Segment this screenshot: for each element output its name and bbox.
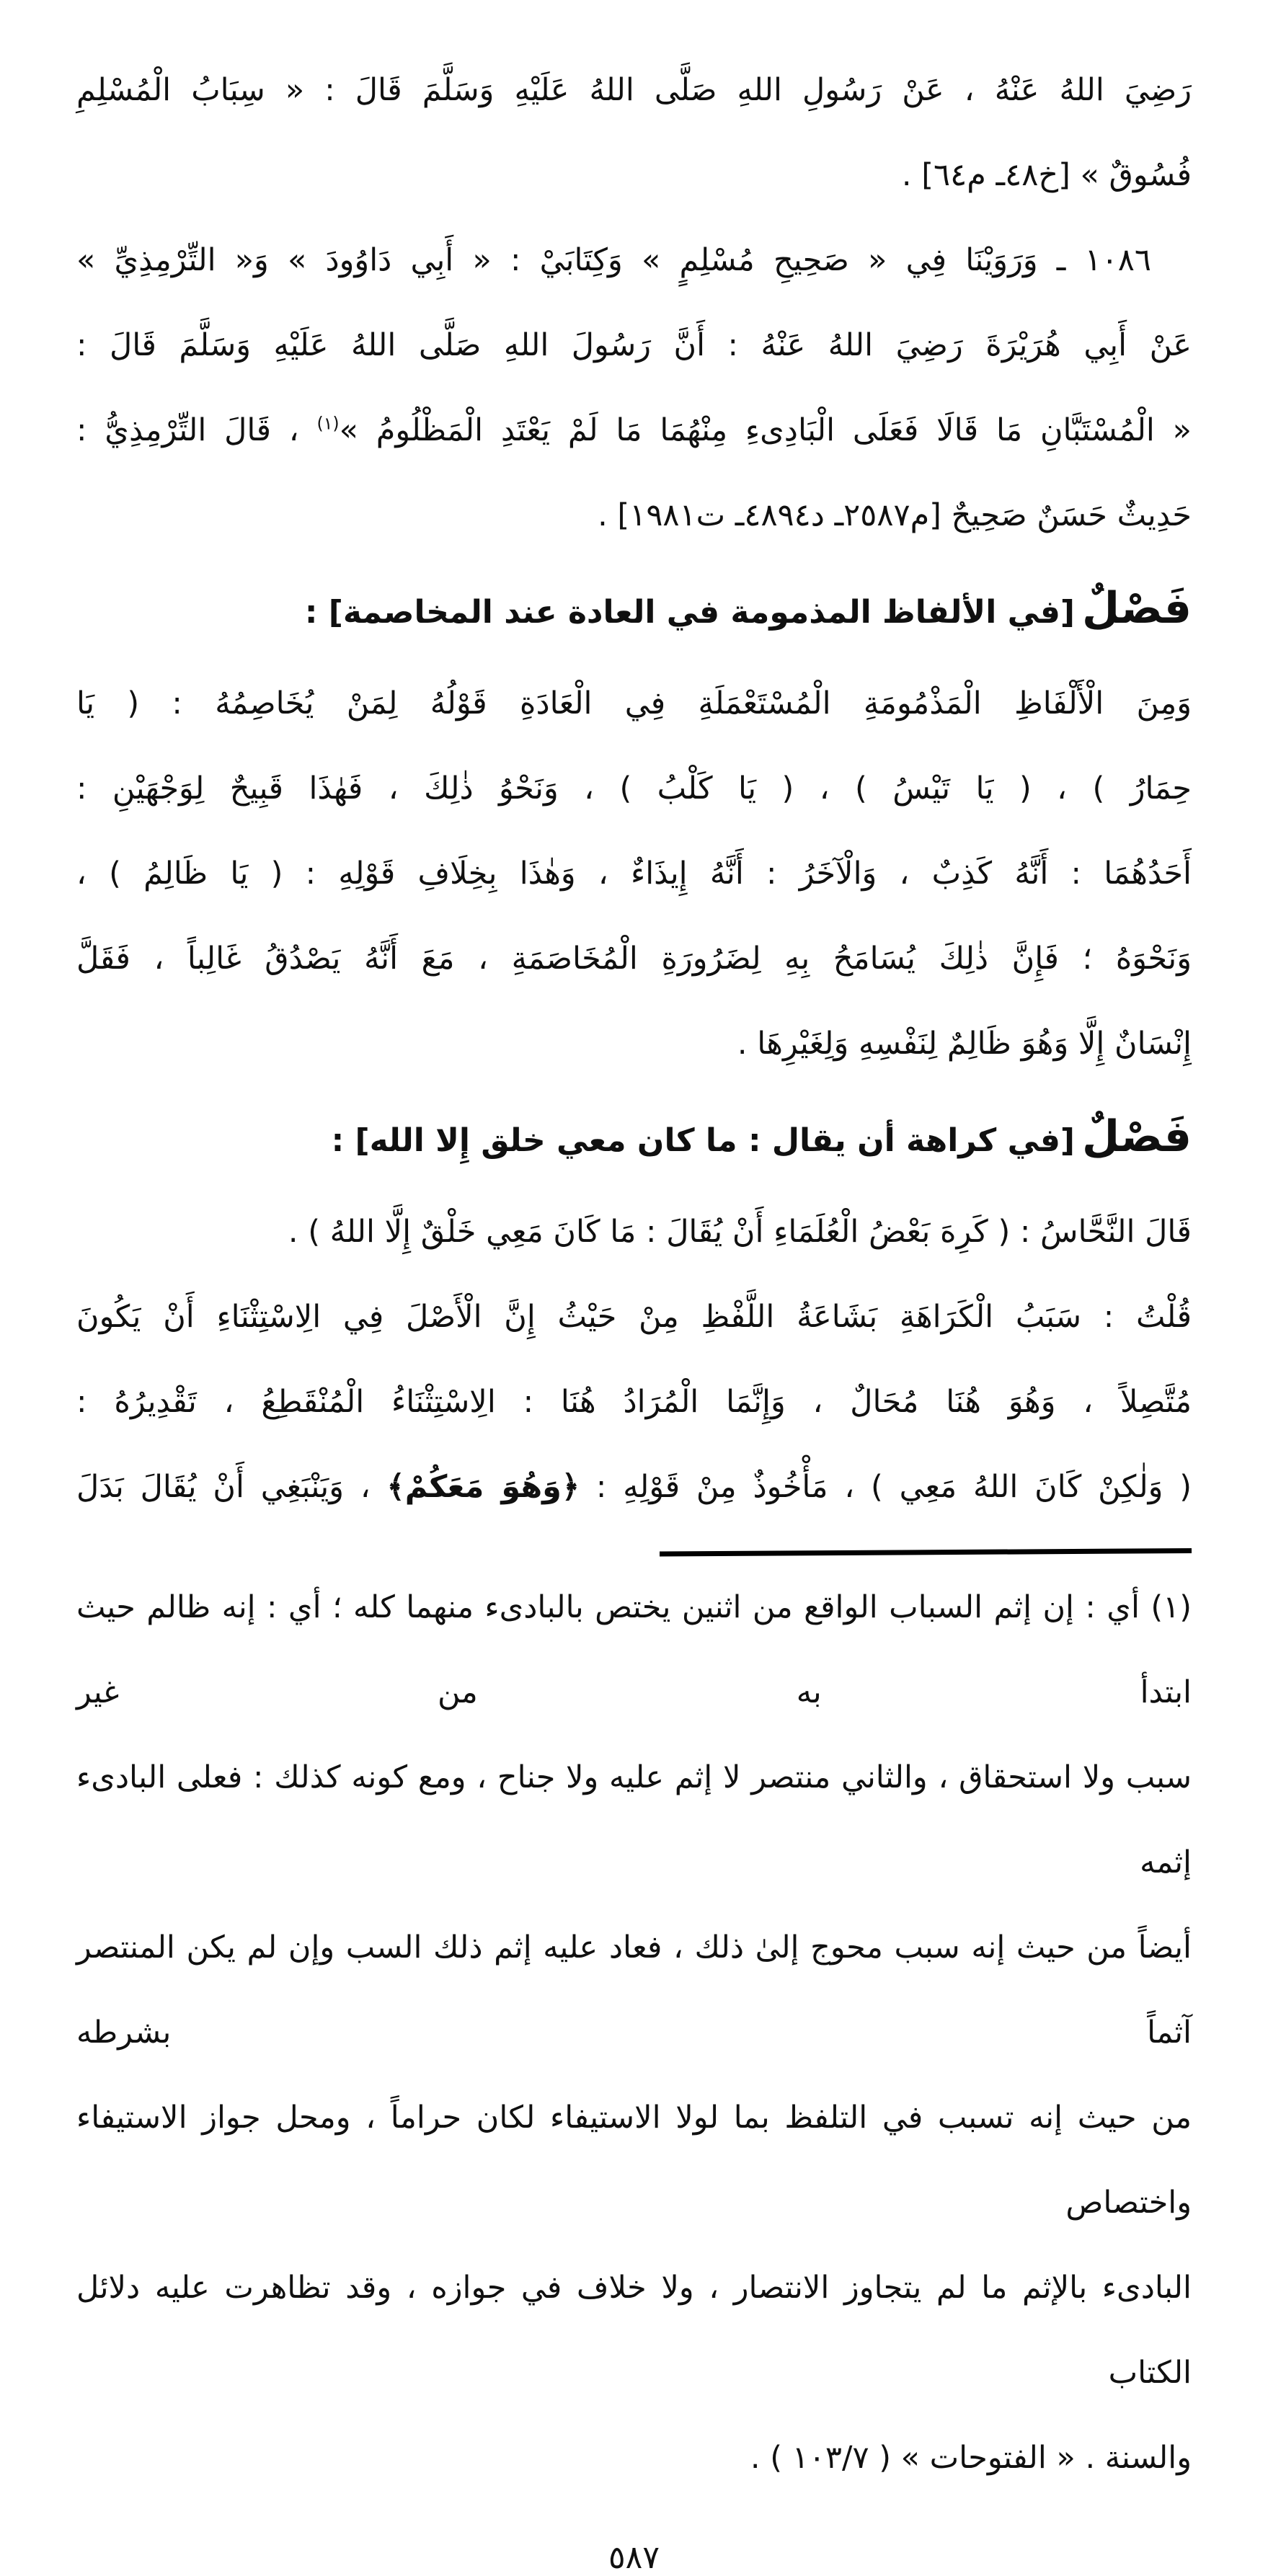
section-header	[76, 1101, 1192, 1183]
text-line: « الْمُسْتَبَّانِ مَا قَالَا فَعَلَى الْبَادِىءِ مِنْهُمَا مَا لَمْ يَعْتَدِ الْمَظْلُومُ »$^{(١)}$ ، قَالَ التِّرْمِذِيُّ :	[76, 412, 1192, 448]
footnote-line: سبب ولا استحقاق ، والثاني منتصر لا إثم عليه ولا جناح ، ومع كونه كذلك : فعلى البادىء إثمه	[76, 1759, 1192, 1880]
text-line: حَدِيثٌ حَسَنٌ صَحِيحٌ [م٢٥٨٧ـ د٤٨٩٤ـ ت١٩٨١] .	[598, 497, 1192, 533]
footnote-line: من حيث إنه تسبب في التلفظ بما لولا الاستيفاء لكان حراماً ، ومحل جواز الاستيفاء واختصاص	[76, 2100, 1192, 2221]
text-line: فُسُوقٌ » [خ٤٨ـ م٦٤] .	[901, 157, 1192, 193]
fasl-title: [في كراهة أن يقال : ما كان معي خلق إِلا الله] :	[331, 1122, 1076, 1159]
text-line: مُتَّصِلاً ، وَهُوَ هُنَا مُحَالٌ ، وَإِنَّمَا الْمُرَادُ هُنَا : الِاسْتِثْنَاءُ الْمُنْقَطِعُ ، تَقْدِيرُهُ :	[76, 1384, 1192, 1420]
footnote-divider	[660, 1548, 1192, 1557]
text-line: ١٠٨٦ ـ وَرَوَيْنَا فِي « صَحِيحِ مُسْلِمٍ » وَكِتَابَيْ : « أَبِي دَاوُودَ » وَ« التِّرْمِذِيِّ »	[76, 242, 1151, 278]
footnote-line: البادىء بالإثم ما لم يتجاوز الانتصار ، ولا خلاف في جوازه ، وقد تظاهرت عليه دلائل الكتاب	[76, 2270, 1192, 2391]
footnote-line: والسنة . « الفتوحات » ( ١٠٣/٧ ) .	[750, 2440, 1192, 2476]
text-line: أَحَدُهُمَا : أَنَّهُ كَذِبٌ ، وَالْآخَرُ : أَنَّهُ إِيذَاءٌ ، وَهٰذَا بِخِلَافِ قَوْلِهِ : ( يَا ظَالِمُ ) ،	[76, 856, 1192, 892]
text-line: عَنْ أَبِي هُرَيْرَةَ رَضِيَ اللهُ عَنْهُ : أَنَّ رَسُولَ اللهِ صَلَّى اللهُ عَلَيْهِ وَسَلَّمَ قَالَ :	[76, 327, 1192, 363]
body-text	[76, 48, 1192, 2500]
footnote-line: أيضاً من حيث إنه سبب محوج إلىٰ ذلك ، فعاد عليه إثم ذلك السب وإن لم يكن المنتصر آثماً بشرطه	[76, 1929, 1192, 2051]
fasl-ornament: فَصْلٌ	[1082, 583, 1192, 634]
text-line: حِمَارُ ) ، ( يَا تَيْسُ ) ، ( يَا كَلْبُ ) ، وَنَحْوُ ذٰلِكَ ، فَهٰذَا قَبِيحٌ لِوَجْهَيْنِ :	[76, 770, 1192, 807]
quran-verse: ﴿وَهُوَ مَعَكُمْ﴾	[386, 1469, 580, 1505]
fasl-title: [في الألفاظ المذمومة في العادة عند المخاصمة] :	[304, 594, 1076, 631]
text-line: رَضِيَ اللهُ عَنْهُ ، عَنْ رَسُولِ اللهِ صَلَّى اللهُ عَلَيْهِ وَسَلَّمَ قَالَ : « سِبَابُ الْمُسْلِمِ	[76, 72, 1192, 108]
text-line: وَنَحْوَهُ ؛ فَإِنَّ ذٰلِكَ يُسَامَحُ بِهِ لِضَرُورَةِ الْمُخَاصَمَةِ ، مَعَ أَنَّهُ يَصْدُقُ غَالِباً ، فَقَلَّ	[76, 941, 1192, 977]
fasl-ornament: فَصْلٌ	[1082, 1111, 1192, 1162]
text-line: ( وَلٰكِنْ كَانَ اللهُ مَعِي ) ، مَأْخُوذٌ مِنْ قَوْلِهِ : ﴿وَهُوَ مَعَكُمْ﴾ ، وَيَنْبَغِي أَنْ يُقَالَ بَدَلَ	[76, 1469, 1192, 1505]
text-line: إِنْسَانٌ إِلَّا وَهُوَ ظَالِمٌ لِنَفْسِهِ وَلِغَيْرِهَا .	[737, 1026, 1192, 1062]
page-number: ٥٨٧	[608, 2539, 660, 2576]
text-line: قُلْتُ : سَبَبُ الْكَرَاهَةِ بَشَاعَةُ اللَّفْظِ مِنْ حَيْثُ إِنَّ الْأَصْلَ فِي الِاسْتِثْنَاءِ أَنْ يَكُونَ	[76, 1299, 1192, 1335]
footnote-marker: (١)	[316, 413, 340, 434]
section-header	[76, 572, 1192, 655]
text-line: قَالَ النَّحَّاسُ : ( كَرِهَ بَعْضُ الْعُلَمَاءِ أَنْ يُقَالَ : مَا كَانَ مَعِي خَلْقٌ إِلَّا اللهُ ) .	[288, 1214, 1192, 1250]
footnote-line: (١) أي : إن إثم السباب الواقع من اثنين يختص بالبادىء منهما كله ؛ أي : إنه ظالم حيث ابتدأ به من غير	[76, 1589, 1192, 1710]
text-line: وَمِنَ الْأَلْفَاظِ الْمَذْمُومَةِ الْمُسْتَعْمَلَةِ فِي الْعَادَةِ قَوْلُهُ لِمَنْ يُخَاصِمُهُ : ( يَا	[76, 685, 1192, 721]
